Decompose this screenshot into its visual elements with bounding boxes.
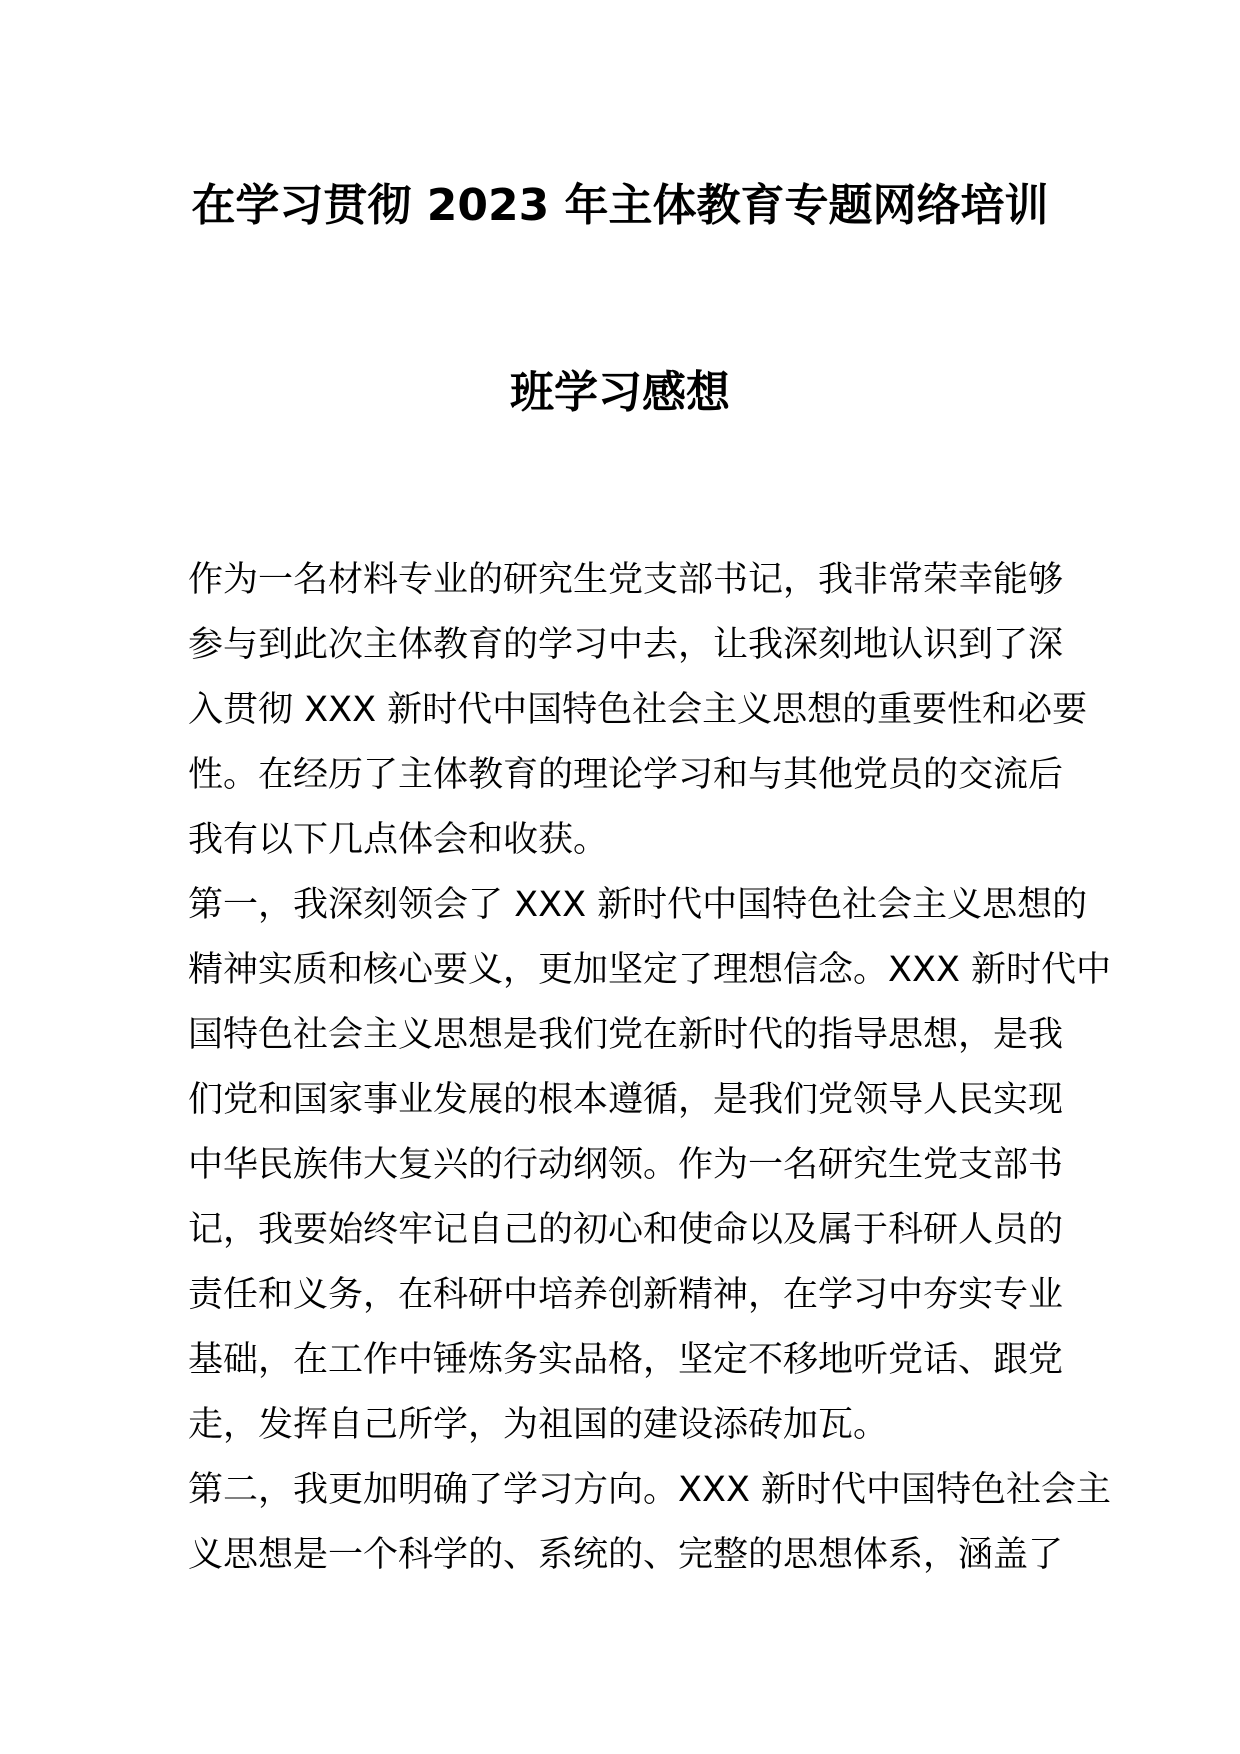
body-line: 国特色社会主义思想是我们党在新时代的指导思想，是我 (188, 1015, 1064, 1055)
body-line: 我有以下几点体会和收获。 (188, 820, 609, 860)
body-line: 参与到此次主体教育的学习中去，让我深刻地认识到了深 (188, 625, 1064, 665)
body-line: 中华民族伟大复兴的行动纲领。作为一名研究生党支部书 (188, 1145, 1064, 1185)
body-line: 精神实质和核心要义，更加坚定了理想信念。XXX 新时代中 (188, 950, 1112, 990)
body-line: 第一，我深刻领会了 XXX 新时代中国特色社会主义思想的 (188, 885, 1088, 925)
document-title-line-1: 在学习贯彻 2023 年主体教育专题网络培训 (191, 180, 1049, 231)
body-line: 第二，我更加明确了学习方向。XXX 新时代中国特色社会主 (188, 1470, 1112, 1510)
body-line: 义思想是一个科学的、系统的、完整的思想体系，涵盖了 (188, 1535, 1064, 1575)
document-body (188, 548, 1112, 1588)
body-line: 性。在经历了主体教育的理论学习和与其他党员的交流后 (188, 755, 1064, 795)
body-line: 责任和义务，在科研中培养创新精神，在学习中夯实专业 (188, 1275, 1064, 1315)
document-title-line-2: 班学习感想 (510, 367, 730, 418)
body-line: 们党和国家事业发展的根本遵循，是我们党领导人民实现 (188, 1080, 1064, 1120)
body-line: 基础，在工作中锤炼务实品格，坚定不移地听党话、跟党 (188, 1340, 1064, 1380)
body-line: 走，发挥自己所学，为祖国的建设添砖加瓦。 (188, 1405, 889, 1445)
body-line: 记，我要始终牢记自己的初心和使命以及属于科研人员的 (188, 1210, 1064, 1250)
body-line: 入贯彻 XXX 新时代中国特色社会主义思想的重要性和必要 (188, 690, 1088, 730)
body-line: 作为一名材料专业的研究生党支部书记，我非常荣幸能够 (188, 560, 1064, 600)
